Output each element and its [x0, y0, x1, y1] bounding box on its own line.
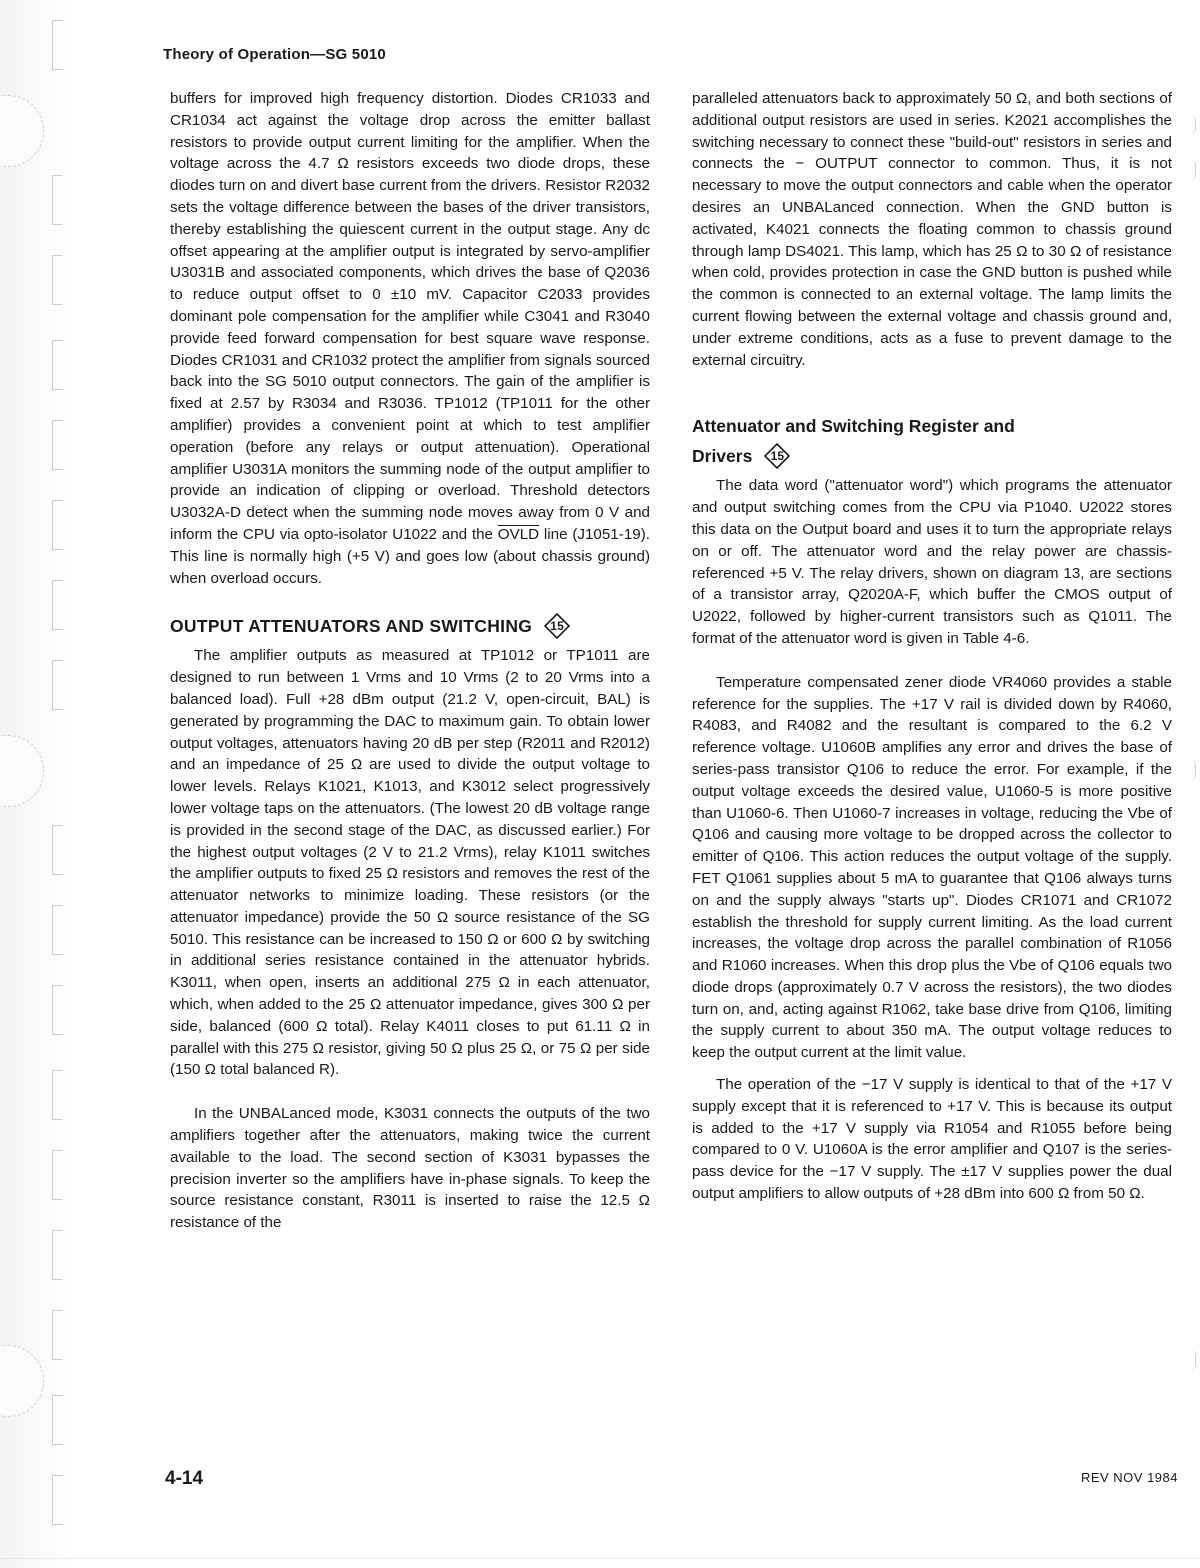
paragraph: paralleled attenuators back to approximately 50 Ω, and both sections of additional output resistors are used in series. K2021 accomplishes the switching necessary to connect these "build-out" resistors in series and connects the − OUTPUT connector to common. Thus, it is not necessary to move the output connectors and cable when the operator desires an UNBALanced connection. When the GND button is activated, K4021 connects the floating common to chassis ground through lamp DS4021. This lamp, which has 25 Ω to 30 Ω of resistance when cold, provides protection in case the GND button is pushed while the common is connected to an external voltage. The lamp limits the current flowing between the external voltage and chassis ground and, under extreme conditions, acts as a fuse to prevent damage to the external circuitry.: [692, 90, 1172, 369]
binder-margin: [0, 0, 70, 1568]
margin-mark: [52, 20, 63, 70]
paragraph: Temperature compensated zener diode VR4060 provides a stable reference for the supplies. The +17 V rail is divided down by R4060, R4083, and R4082 and the resultant is compared to the 6.2 V reference voltage. U1060B amplifies any error and drives the base of series-pass transistor Q106 to reduce the error. For example, if the output voltage exceeds the desired value, U1060-5 is more positive than U1060-6. Then U1060-7 increases in voltage, reducing the Vbe of Q106 and causing more voltage to be dropped across the collector to emitter of Q106. This action reduces the output voltage of the supply. FET Q1061 supplies about 5 mA to guarantee that Q106 always turns on and the supply always "starts up". Diodes CR1071 and CR1072 establish the threshold for supply current limiting. As the load current increases, the voltage drop across the parallel combination of R1056 and R1060 increases. When this drop plus the Vbe of Q106 equals two diode drops (approximately 0.7 V across the resistors), the two diodes turn on, and, acting against R1062, take base drive from Q106, limiting the supply current to about 350 mA. The output voltage reduces to keep the output current at the limit value.: [692, 673, 1172, 1062]
margin-mark: [52, 905, 63, 955]
margin-mark: [52, 340, 63, 390]
margin-mark: [52, 175, 63, 225]
margin-mark: [52, 1230, 63, 1280]
margin-mark: [52, 500, 63, 550]
spacer: [692, 650, 1172, 672]
right-column: [692, 88, 1172, 1205]
left-column: [170, 88, 650, 1234]
diagram-number: 15: [550, 619, 565, 634]
margin-mark: [52, 1475, 63, 1525]
margin-mark: [52, 420, 63, 470]
page-number: 4-14: [165, 1468, 204, 1489]
margin-mark: [52, 1395, 63, 1445]
section-heading: [170, 611, 650, 641]
spacer: [170, 1081, 650, 1103]
margin-mark: [52, 1150, 63, 1200]
paragraph: The amplifier outputs as measured at TP1012 or TP1011 are designed to run between 1 Vrms and 10 Vrms (2 to 20 Vrms into a balanced load). Full +28 dBm output (21.2 V, open-circuit, BAL) is generated by programming the DAC to maximum gain. To obtain lower output voltages, attenuators having 20 dB per step (R2011 and R2012) and an impedance of 25 Ω are used to divide the output voltage to lower levels. Relays K1021, K1013, and K3012 select progressively lower voltage taps on the attenuators. (The lowest 20 dB voltage range is provided in the second stage of the DAC, as discussed earlier.) For the highest output voltages (2 V to 21.2 Vrms), relay K1011 switches the amplifier outputs to fixed 25 Ω resistors and removes the rest of the attenuator networks to minimize loading. These resistors (or the attenuator impedance) provide the 50 Ω source resistance of the SG 5010. This resistance can be increased to 150 Ω or 600 Ω by switching in additional series resistance contained in the attenuator hybrids. K3011, when open, inserts an additional 275 Ω in each attenuator, which, when added to the 25 Ω attenuator impedance, gives 300 Ω per side, balanced (600 Ω total). Relay K4011 closes to put 61.11 Ω in parallel with this 275 Ω resistor, giving 50 Ω plus 25 Ω, or 75 Ω per side (150 Ω total balanced R).: [170, 647, 650, 1079]
margin-mark: [52, 255, 63, 305]
margin-mark: [52, 1070, 63, 1120]
paragraph-text: line (J1051-19). This line is normally high (+5 V) and goes low (about chassis ground) when overload occurs.: [170, 525, 650, 587]
paragraph: [170, 88, 650, 589]
paragraph: In the UNBALanced mode, K3031 connects the outputs of the two amplifiers together after the attenuators, making twice the current available to the load. The second section of K3031 bypasses the precision inverter so the amplifiers have in-phase signals. To keep the source resistance constant, R3011 is inserted to raise the 12.5 Ω resistance of the: [170, 1105, 650, 1232]
edge-mark: [1189, 160, 1196, 180]
spacer: [692, 1064, 1172, 1074]
ovld-signal: OVLD: [497, 525, 540, 543]
section-title: Attenuator and Switching Register and: [692, 416, 1015, 437]
margin-mark: [52, 580, 63, 630]
diagram-number: 15: [770, 449, 784, 464]
page-header: Theory of Operation—SG 5010: [163, 46, 386, 63]
revision-date: REV NOV 1984: [1080, 1470, 1178, 1485]
edge-mark: [1189, 760, 1196, 780]
edge-mark: [1189, 115, 1196, 135]
paragraph-text: buffers for improved high frequency distortion. Diodes CR1033 and CR1034 act against the voltage drop across the emitter ballast resistors to provide output current limiting for the amplifier. When the voltage across the 4.7 Ω resistors exceeds two diode drops, these diodes turn on and divert base current from the drivers. Resistor R2032 sets the voltage difference between the bases of the driver transistors, thereby establishing the quiescent current in the output stage. Any dc offset appearing at the amplifier output is integrated by servo-amplifier U3031B and associated components, which drives the base of Q2036 to reduce output offset to 0 ±10 mV. Capacitor C2033 provides dominant pole compensation for the amplifier while C3041 and R3040 provide feed forward compensation for best square wave response. Diodes CR1031 and CR1032 protect the amplifier from signals sourced back into the SG 5010 output connectors. The gain of the amplifier is fixed at 2.57 by R3034 and R3036. TP1012 (TP1011 for the other amplifier) provides a convenient point at which to test amplifier operation (before any relays or output attenuation). Operational amplifier U3031A monitors the summing node of the output amplifier to provide an indication of clipping or overload. Threshold detectors U3032A-D detect when the summing node moves away from 0 V and inform the CPU via opto-isolator U1022 and the: [170, 90, 650, 543]
paragraph: The data word ("attenuator word") which programs the attenuator and output switching comes from the CPU via P1040. U2022 stores this data on the Output board and uses it to turn the appropriate relays on or off. The attenuator word and the relay power are chassis-referenced +5 V. The relay drivers, shown on diagram 13, are sections of a transistor array, Q2020A-F, which buffer the CMOS output of U2022, followed by higher-current transistors such as Q1011. The format of the attenuator word is given in Table 4-6.: [692, 477, 1172, 647]
section-heading: [692, 411, 1172, 471]
punch-hole: [0, 1345, 44, 1417]
diagram-reference-badge: [544, 613, 570, 639]
punch-hole: [0, 735, 44, 807]
diagram-reference-badge: [764, 443, 790, 469]
edge-mark: [1189, 1350, 1196, 1370]
page-edge: [0, 1558, 1200, 1560]
margin-mark: [52, 660, 63, 710]
margin-mark: [52, 1310, 63, 1360]
paragraph: The operation of the −17 V supply is identical to that of the +17 V supply except that it is referenced to +17 V. This is because its output is added to the +17 V supply via R1054 and R1055 before being compared to 0 V. U1060A is the error amplifier and Q107 is the series-pass device for the −17 V supply. The ±17 V supplies power the dual output amplifiers to allow outputs of +28 dBm into 600 Ω from 50 Ω.: [692, 1076, 1172, 1203]
punch-hole: [0, 95, 44, 167]
section-title: Drivers: [692, 446, 753, 467]
margin-mark: [52, 985, 63, 1035]
section-title: OUTPUT ATTENUATORS AND SWITCHING: [170, 616, 533, 637]
margin-mark: [52, 825, 63, 875]
